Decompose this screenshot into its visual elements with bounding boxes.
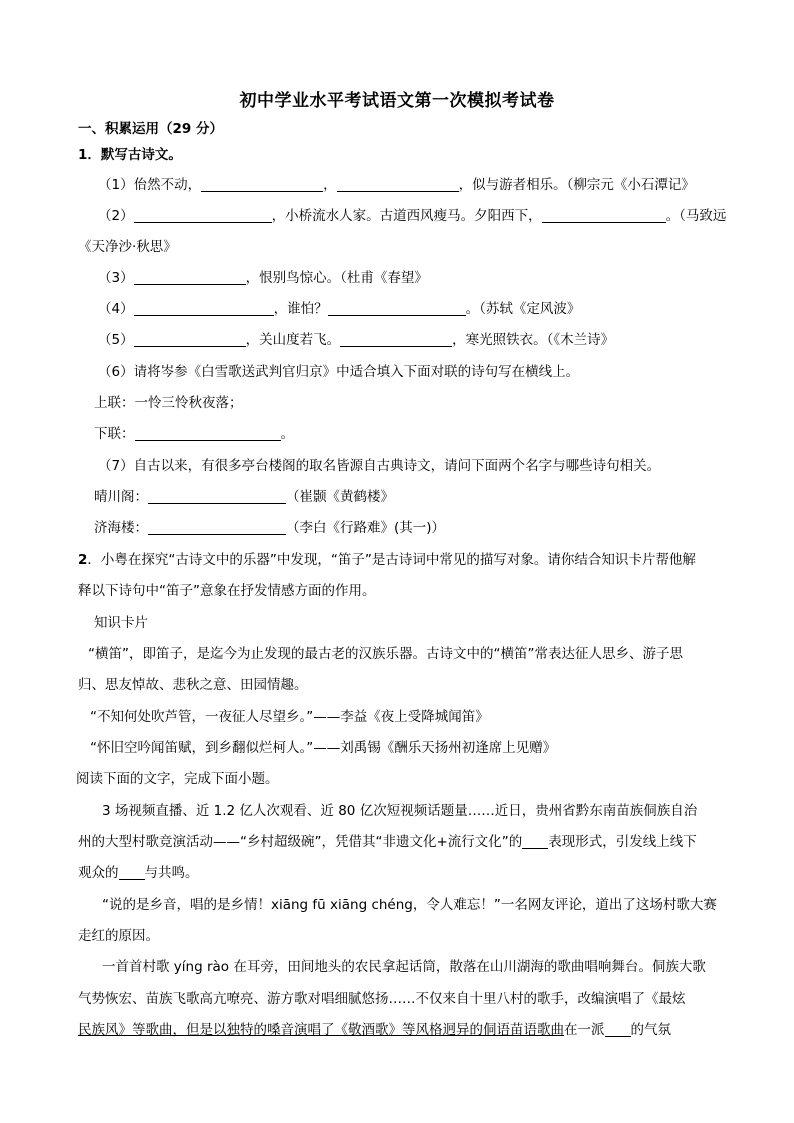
reading-p1-line-3-text-a: 观众的 — [78, 865, 119, 881]
knowledge-card-line-2: 归、思友悼故、悲秋之意、田园情趣。 — [78, 677, 308, 693]
answer-blank[interactable] — [134, 331, 246, 347]
q1-item-2-text-b: ，小桥流水人家。古道西风瘦马。夕阳西下， — [271, 208, 542, 224]
answer-blank[interactable] — [135, 425, 281, 441]
answer-blank[interactable] — [605, 1021, 631, 1037]
reading-p3-line-3 — [78, 1020, 671, 1040]
underlined-sentence: 民族风》等歌曲，但是以独特的嗓音演唱了《敬酒歌》等风格迥异的侗语苗语歌曲 — [78, 1022, 564, 1038]
q1-item-6-lower-end: 。 — [280, 426, 294, 442]
answer-blank[interactable] — [119, 864, 145, 880]
answer-blank[interactable] — [340, 331, 452, 347]
q1-item-4 — [98, 299, 580, 319]
q1-item-5-text-c: ，寒光照铁衣。（《木兰诗》 — [452, 332, 615, 348]
reading-p1-line-1: 3 场视频直播、近 1.2 亿人次观看、近 80 亿次短视频话题量……近日，贵州省黔东南苗族侗族自治 — [102, 803, 698, 819]
answer-blank[interactable] — [522, 833, 548, 849]
q1-item-3-text-a: （3） — [98, 270, 134, 286]
reading-p1-line-2-text-b: 表现形式，引发线上线下 — [548, 834, 697, 850]
q1-item-3 — [98, 268, 428, 288]
answer-blank[interactable] — [148, 488, 286, 504]
knowledge-card-line-1: “横笛”，即笛子，是迄今为止发现的最古老的汉族乐器。古诗文中的“横笛”常表达征人思乡、游子思 — [88, 646, 683, 662]
answer-blank[interactable] — [134, 269, 246, 285]
q1-item-2 — [98, 206, 726, 226]
q1-item-5 — [98, 330, 614, 350]
q1-item-7-qingchuan-source: （崔颢《黄鹤楼》 — [286, 489, 394, 505]
q1-item-5-text-a: （5） — [98, 332, 134, 348]
reading-p1-line-2-text-a: 州的大型村歌竞演活动——“乡村超级碗”，凭借其“非遗文化+流行文化”的 — [78, 834, 523, 850]
q1-item-7-jihai-label: 济海楼： — [94, 520, 148, 536]
reading-p3-line-3-text-b: 的气氛 — [630, 1022, 671, 1038]
q1-item-2-text-c: 。（马致远 — [665, 208, 727, 224]
q1-item-1 — [98, 175, 695, 195]
q1-item-7-jihai — [94, 518, 445, 538]
q1-item-1-text-c: ，似与游者相乐。（柳宗元《小石潭记》 — [458, 177, 695, 193]
reading-p2-line-1: “说的是乡音，唱的是乡情！xiāng fū xiāng chéng，令人难忘！”一名网友评论，道出了这场村歌大赛 — [102, 897, 717, 913]
q1-item-4-text-b: ，谁怕？ — [273, 301, 328, 317]
q1-item-4-text-a: （4） — [98, 301, 134, 317]
question-2-line-2: 释以下诗句中“笛子”意象在抒发情感方面的作用。 — [78, 583, 376, 599]
q1-item-6-upper-couplet: 上联：一怜三怜秋夜落； — [94, 395, 243, 411]
answer-blank[interactable] — [148, 519, 286, 535]
q1-item-6-lower-label: 下联： — [94, 426, 135, 442]
exam-title: 初中学业水平考试语文第一次模拟考试卷 — [239, 91, 555, 111]
q1-item-6: （6）请将岑参《白雪歌送武判官归京》中适合填入下面对联的诗句写在横线上。 — [98, 364, 580, 380]
reading-p3-line-2-text: 气势恢宏、苗族飞歌高亢嘹亮、游方歌对唱细腻悠扬……不仅来自十里八村的歌手，改编演唱了《最炫 — [78, 991, 686, 1007]
answer-blank[interactable] — [134, 207, 272, 223]
poem-quote-1: “不知何处吹芦管，一夜征人尽望乡。”——李益《夜上受降城闻笛》 — [90, 709, 489, 725]
q1-item-4-text-c: 。（苏轼《定风波》 — [465, 301, 581, 317]
answer-blank[interactable] — [201, 176, 323, 192]
poem-quote-2: “怀旧空吟闻笛赋，到乡翻似烂柯人。”——刘禹锡《酬乐天扬州初逢席上见赠》 — [90, 740, 557, 756]
q1-item-7-qingchuan — [94, 487, 394, 507]
knowledge-card-title: 知识卡片 — [94, 615, 148, 631]
question-2-line-1-text: ．小粤在探究“古诗文中的乐器”中发现，“笛子”是古诗词中常见的描写对象。请你结合知识卡片帮他解 — [87, 552, 696, 568]
q1-item-5-text-b: ，关山度若飞。 — [245, 332, 341, 348]
answer-blank[interactable] — [328, 300, 466, 316]
question-1-stem: 1．默写古诗文。 — [78, 147, 182, 163]
reading-p3-line-3-text-a: 在一派 — [564, 1022, 605, 1038]
reading-p1-line-3 — [78, 863, 199, 883]
reading-intro: 阅读下面的文字，完成下面小题。 — [76, 771, 279, 787]
question-2-line-1 — [78, 550, 696, 570]
reading-p3-line-1: 一首首村歌 yíng rào 在耳旁，田间地头的农民拿起话筒，散落在山川湖海的歌曲唱响舞台。侗族大歌 — [102, 959, 706, 975]
q1-item-1-text-a: （1）佁然不动， — [98, 177, 202, 193]
reading-p3-line-2 — [78, 989, 686, 1009]
q1-item-2-text-a: （2） — [98, 208, 134, 224]
question-2-number: 2 — [78, 552, 88, 568]
q1-item-7-jihai-source: （李白《行路难》(其一)） — [286, 520, 446, 536]
q1-item-6-lower-couplet — [94, 424, 294, 444]
answer-blank[interactable] — [134, 300, 274, 316]
q1-item-7-qingchuan-label: 晴川阁： — [94, 489, 148, 505]
q1-item-1-text-b: ， — [323, 177, 337, 193]
reading-p1-line-3-text-b: 与共鸣。 — [144, 865, 199, 881]
answer-blank[interactable] — [542, 207, 666, 223]
q1-item-2-source: 《天净沙·秋思》 — [78, 239, 177, 255]
answer-blank[interactable] — [337, 176, 459, 192]
reading-p2-line-2: 走红的原因。 — [78, 928, 159, 944]
q1-item-7: （7）自古以来，有很多亭台楼阁的取名皆源自古典诗文，请问下面两个名字与哪些诗句相关。 — [98, 458, 661, 474]
q1-item-3-text-b: ，恨别鸟惊心。（杜甫《春望》 — [245, 270, 428, 286]
section-1-heading: 一、积累运用（29 分） — [78, 121, 223, 137]
reading-p1-line-2 — [78, 832, 697, 852]
